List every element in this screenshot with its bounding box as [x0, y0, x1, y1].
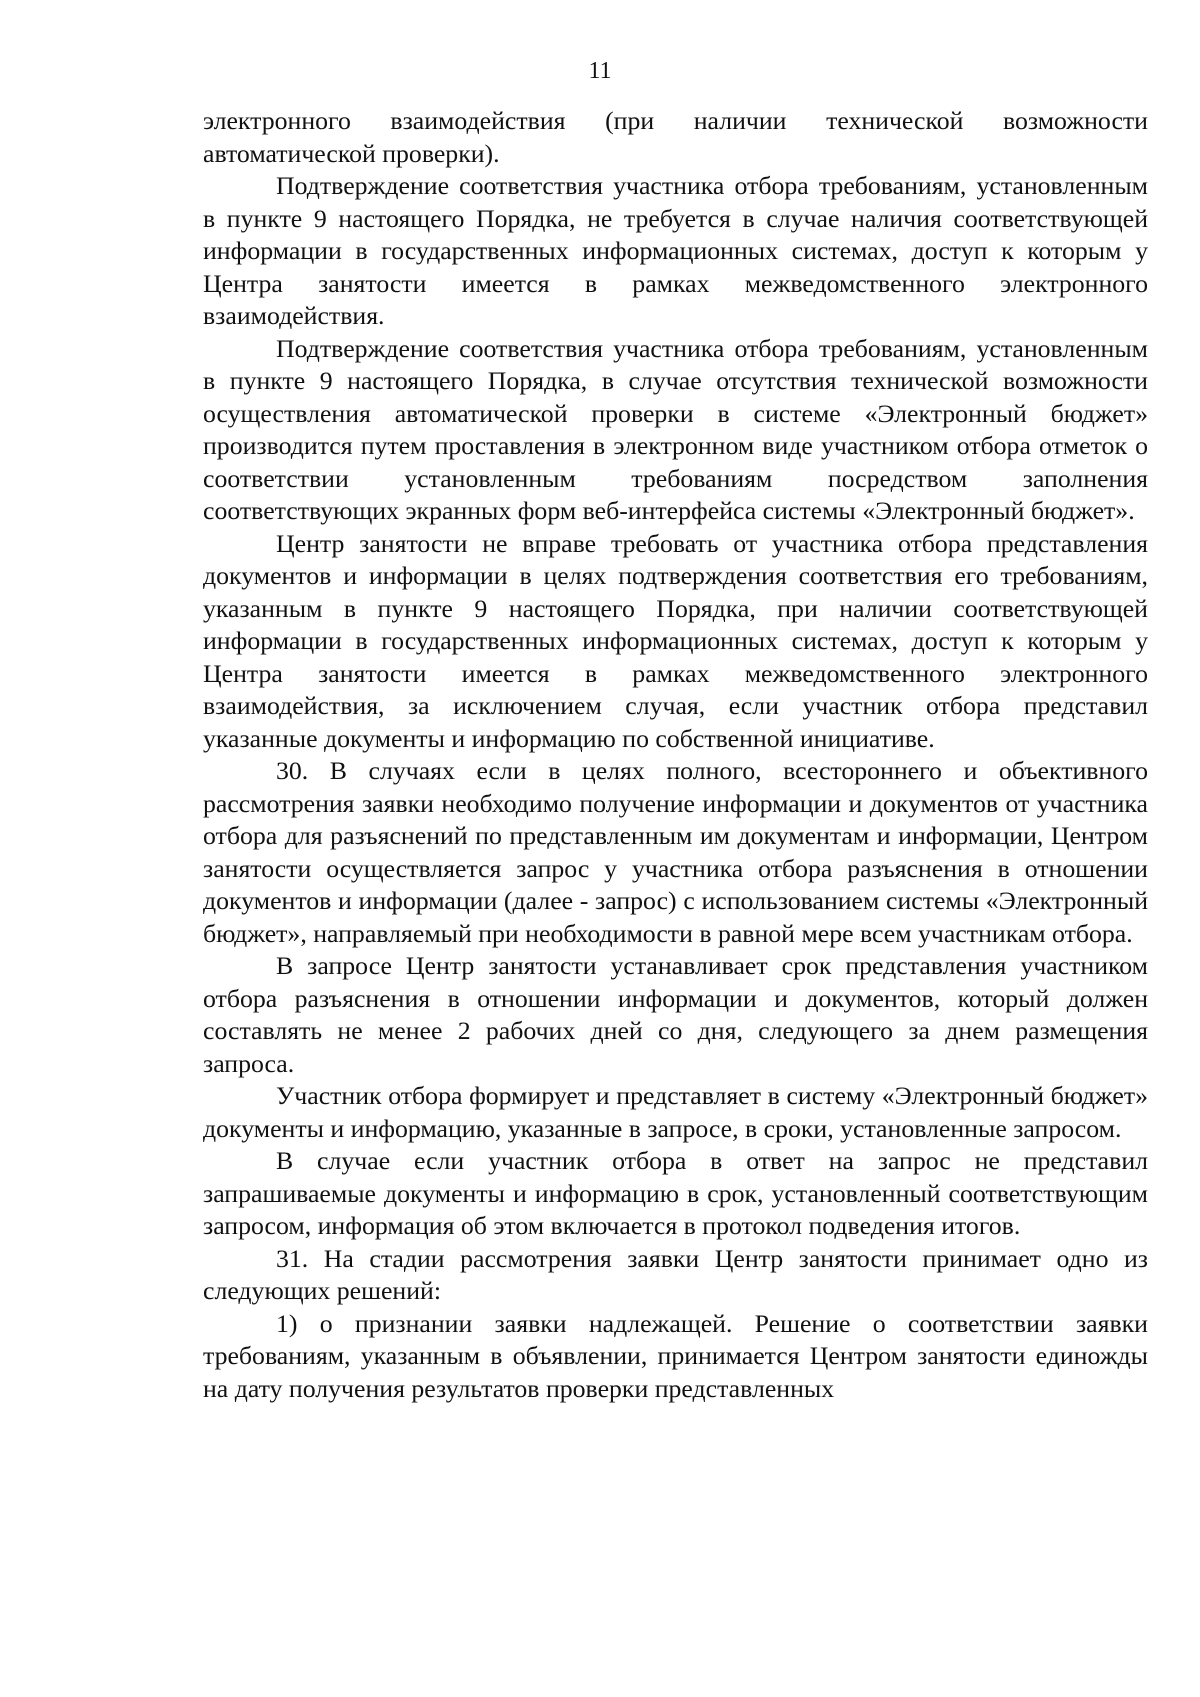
paragraph-center-not-entitled: Центр занятости не вправе требовать от участника отбора представления документов и информации в целях подтверждения соответствия его требованиям, указанным в пункте 9 настоящего Порядка, при наличии соответствующей информации в государственных информационных системах, доступ к которым у Центра занятости имеется в рамках межведомственного электронного взаимодействия, за исключением случая, если участник отбора представил указанные документы и информацию по собственной инициативе. — [203, 528, 1148, 753]
page-number: 11 — [588, 58, 612, 84]
document-body — [203, 105, 1148, 1405]
paragraph-confirmation-not-required: Подтверждение соответствия участника отбора требованиям, установленным в пункте 9 настоящего Порядка, не требуется в случае наличия соответствующей информации в государственных информационных системах, доступ к которым у Центра занятости имеется в рамках межведомственного электронного взаимодействия. — [203, 171, 1148, 330]
paragraph-item-31: 31. На стадии рассмотрения заявки Центр занятости принимает одно из следующих решений: — [203, 1243, 1148, 1305]
paragraph-confirmation-manual: Подтверждение соответствия участника отбора требованиям, установленным в пункте 9 настоящего Порядка, в случае отсутствия технической возможности осуществления автоматической проверки в системе «Электронный бюджет» производится путем проставления в электронном виде участником отбора отметок о соответствии установленным требованиям посредством заполнения соответствующих экранных форм веб-интерфейса системы «Электронный бюджет». — [203, 333, 1148, 525]
paragraph-item-31-1: 1) о признании заявки надлежащей. Решение о соответствии заявки требованиям, указанным в объявлении, принимается Центром занятости единожды на дату получения результатов проверки представленных — [203, 1308, 1148, 1403]
paragraph-request-deadline: В запросе Центр занятости устанавливает срок представления участником отбора разъяснения в отношении информации и документов, который должен составлять не менее 2 рабочих дней со дня, следующего за днем размещения запроса. — [203, 951, 1148, 1078]
paragraph-no-response: В случае если участник отбора в ответ на запрос не представил запрашиваемые документы и информацию в срок, установленный соответствующим запросом, информация об этом включается в протокол подведения итогов. — [203, 1146, 1148, 1240]
paragraph-participant-submits: Участник отбора формирует и представляет в систему «Электронный бюджет» документы и информацию, указанные в запросе, в сроки, установленные запросом. — [203, 1081, 1148, 1143]
paragraph-continuation: электронного взаимодействия (при наличии технической возможности автоматической проверки). — [203, 106, 1148, 168]
paragraph-item-30: 30. В случаях если в целях полного, всестороннего и объективного рассмотрения заявки необходимо получение информации и документов от участника отбора для разъяснений по представленным им документам и информации, Центром занятости осуществляется запрос у участника отбора разъяснения в отношении документов и информации (далее - запрос) с использованием системы «Электронный бюджет», направляемый при необходимости в равной мере всем участникам отбора. — [203, 756, 1148, 948]
